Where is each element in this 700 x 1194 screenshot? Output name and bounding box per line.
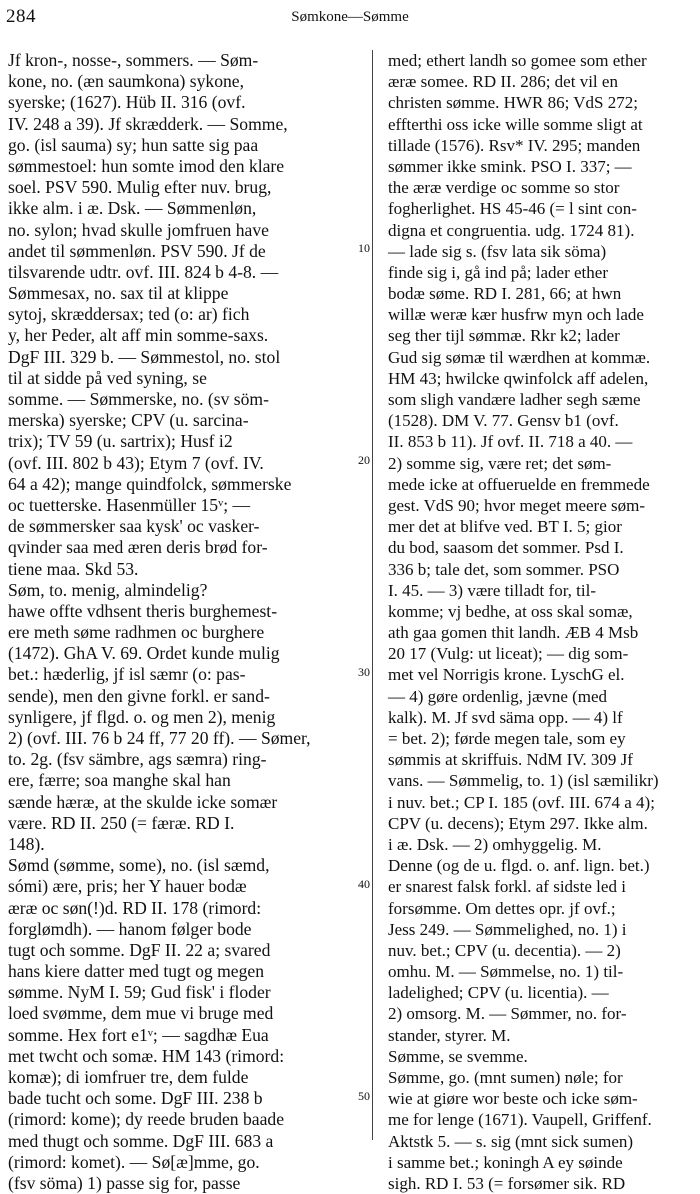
text-line: Jf kron-, nosse-, sommers. — Søm-	[8, 50, 259, 70]
text-line: 336 b; tale det, som sommer. PSO	[388, 559, 620, 579]
text-line: bet.: hæderlig, jf isl sæmr (o: pas-	[8, 664, 246, 685]
text-line: seg ther tijl sømmæ. Rkr k2; lader	[388, 326, 620, 346]
text-line: no. sylon; hvad skulle jomfruen have	[8, 219, 269, 240]
text-line: hawe offte vdhsent theris burghemest-	[8, 600, 278, 621]
text-line: sømme. NyM I. 59; Gud fisk' i floder	[8, 982, 271, 1003]
text-line: forglømdh). — hanom følger bode	[8, 918, 252, 939]
text-line: 2) somme sig, være ret; det søm-	[388, 453, 612, 473]
text-line: HM 43; hwilcke qwinfolck aff adelen,	[388, 368, 649, 388]
text-line: hans kiere datter med tugt og megen	[8, 961, 265, 982]
margin-line-number: 20	[358, 453, 370, 467]
text-line: sytoj, skræddersax; ted (o: ar) fich	[8, 304, 250, 325]
text-line: i samme bet.; koningh A ey søinde	[388, 1152, 623, 1172]
margin-line-number: 50	[358, 1089, 370, 1103]
text-line: tiene maa. Skd 53.	[8, 558, 139, 579]
text-line: soel. PSV 590. Mulig efter nuv. brug,	[8, 177, 272, 198]
text-line: (ovf. III. 802 b 43); Etym 7 (ovf. IV.	[8, 452, 264, 473]
text-line: er snarest falsk forkl. af sidste led i	[388, 877, 626, 897]
page-number: 284	[6, 6, 36, 27]
text-line: sømmer ikke smink. PSO I. 337; —	[388, 156, 632, 176]
text-line: i nuv. bet.; CP I. 185 (ovf. III. 674 a 4);	[388, 792, 655, 812]
text-line: Sømme, go. (mnt sumen) nøle; for	[388, 1068, 623, 1087]
text-line: sende), men den givne forkl. er sand-	[8, 685, 270, 706]
text-line: IV. 248 a 39). Jf skrædderk. — Somme,	[8, 113, 288, 134]
text-line: (fsv söma) 1) passe sig for, passe	[8, 1172, 241, 1193]
text-line: kalk). M. Jf svd säma opp. — 4) lf	[388, 707, 623, 727]
text-line: (1472). GhA V. 69. Ordet kunde mulig	[8, 643, 280, 664]
text-line: 64 a 42); mange quindfolck, sømmerske	[8, 473, 292, 494]
text-line: Denne (og de u. flgd. o. anf. lign. bet.)	[388, 856, 650, 876]
text-line: sigh. RD I. 53 (= forsømer sik. RD	[388, 1173, 626, 1193]
text-line: oc tuetterske. Hasenmüller 15ᵛ; —	[8, 494, 251, 515]
text-line: go. (isl sauma) sy; hun satte sig paa	[8, 134, 259, 155]
margin-line-number: 30	[358, 665, 370, 679]
text-line: met twcht och somæ. HM 143 (rimord:	[8, 1045, 285, 1066]
text-line: bodæ søme. RD I. 281, 66; at hwn	[388, 284, 622, 304]
text-line: tillade (1576). Rsv* IV. 295; manden	[388, 135, 641, 155]
text-line: ladelighed; CPV (u. licentia). —	[388, 983, 609, 1003]
text-line: forsømme. Om dettes opr. jf ovf.;	[388, 898, 616, 918]
text-line: omhu. M. — Sømmelse, no. 1) til-	[388, 962, 624, 982]
text-line: qvinder saa med æren deris brød for-	[8, 537, 268, 558]
text-line: CPV (u. decens); Etym 297. Ikke alm.	[388, 813, 648, 833]
left-column	[8, 50, 350, 1194]
text-line: willæ weræ kær husfrw myn och lade	[388, 305, 644, 325]
text-line: 20 17 (Vulg: ut liceat); — dig som-	[388, 644, 629, 664]
text-line: som sligh vandære ladher segh sæme	[388, 390, 641, 409]
margin-line-number: 10	[358, 241, 370, 255]
text-line: Sømd (sømme, some), no. (isl sæmd,	[8, 855, 270, 876]
text-line: — 4) gøre ordenlig, jævne (med	[388, 686, 608, 706]
text-line: ath gaa gomen thit landh. ÆB 4 Msb	[388, 623, 639, 643]
text-line: Søm, to. menig, almindelig?	[8, 579, 208, 600]
text-line: Sømmesax, no. sax til at klippe	[8, 283, 229, 304]
running-head: Sømkone—Sømme	[291, 8, 409, 25]
text-line: syerske; (1627). Hüb II. 316 (ovf.	[8, 92, 246, 113]
text-line: Gud sig sømæ til wærdhen at kommæ.	[388, 347, 651, 367]
text-line: sænde hæræ, at the skulde icke somær	[8, 791, 278, 812]
text-line: stander, styrer. M.	[388, 1025, 511, 1045]
text-line: med thugt och somme. DgF III. 683 a	[8, 1130, 274, 1151]
text-line: komme; vj bedhe, at oss skal somæ,	[388, 601, 633, 621]
text-line: med; ethert landh so gomee som ether	[388, 51, 647, 70]
text-line: ikke alm. i æ. Dsk. — Sømmenløn,	[8, 198, 257, 219]
text-line: christen sømme. HWR 86; VdS 272;	[388, 93, 638, 113]
text-line: 2) (ovf. III. 76 b 24 ff, 77 20 ff). — Sømer,	[8, 728, 311, 748]
text-line: Sømme, se svemme.	[388, 1046, 528, 1066]
text-line: y, her Peder, alt aff min somme-saxs.	[8, 325, 269, 346]
text-line: de sømmersker saa kysk' oc vasker-	[8, 516, 260, 537]
column-divider	[372, 50, 373, 1140]
text-line: me for lenge (1671). Vaupell, Griffenf.	[388, 1110, 652, 1130]
text-line: mer det at blifve ved. BT I. 5; gior	[388, 517, 622, 537]
text-line: merska) syerske; CPV (u. sarcina-	[8, 410, 249, 431]
text-line: ere meth søme radhmen oc burghere	[8, 622, 265, 643]
text-line: to. 2g. (fsv sämbre, ags sæmra) ring-	[8, 749, 267, 770]
text-line: til at sidde på ved syning, se	[8, 367, 207, 388]
text-line: finde sig i, gå ind på; lader ether	[388, 262, 608, 282]
text-line: være. RD II. 250 (= færæ. RD I.	[8, 812, 235, 833]
text-line: sømmestoel: hun somte imod den klare	[8, 155, 285, 176]
text-line: ere, færre; soa manghe skal han	[8, 770, 231, 791]
page-header	[6, 2, 694, 32]
text-line: kone, no. (æn saumkona) sykone,	[8, 71, 245, 92]
text-line: i æ. Dsk. — 2) omhyggelig. M.	[388, 834, 602, 854]
text-line: — lade sig s. (fsv lata sik söma)	[388, 241, 607, 261]
text-line: (1528). DM V. 77. Gensv b1 (ovf.	[388, 411, 619, 431]
right-column	[388, 50, 700, 1194]
text-line: digna et congruentia. udg. 1724 81).	[388, 220, 635, 240]
text-line: effterthi oss icke wille somme sligt at	[388, 114, 643, 134]
text-line: synligere, jf flgd. o. og men 2), menig	[8, 706, 276, 727]
text-line: (rimord: kome); dy reede bruden baade	[8, 1109, 285, 1130]
text-line: the æræ verdige oc somme so stor	[388, 178, 620, 198]
text-line: komæ); di iomfruer tre, dem fulde	[8, 1067, 249, 1087]
text-line: loed svømme, dem mue vi bruge med	[8, 1003, 274, 1024]
text-line: Jess 249. — Sømmelighed, no. 1) i	[388, 919, 627, 939]
text-line: 2) omsorg. M. — Sømmer, no. for-	[388, 1004, 627, 1024]
text-line: (rimord: komet). — Sø[æ]mme, go.	[8, 1151, 260, 1172]
text-line: = bet. 2); førde megen tale, som ey	[388, 729, 626, 748]
text-line: sømmis at skriffuis. NdM IV. 309 Jf	[388, 750, 633, 770]
text-line: gest. VdS 90; hvor meget meere søm-	[388, 495, 646, 515]
text-line: nuv. bet.; CPV (u. decentia). — 2)	[388, 940, 621, 960]
margin-line-number: 40	[358, 877, 370, 891]
text-line: tilsvarende udtr. ovf. III. 824 b 4-8. —	[8, 261, 279, 282]
text-line: somme. — Sømmerske, no. (sv söm-	[8, 389, 269, 409]
text-line: DgF III. 329 b. — Sømmestol, no. stol	[8, 346, 281, 367]
text-line: I. 45. — 3) være tilladt for, til-	[388, 580, 597, 600]
text-line: du bod, saasom det sommer. Psd I.	[388, 538, 624, 558]
text-line: æræ oc søn(!)d. RD II. 178 (rimord:	[8, 897, 262, 918]
text-line: fogherlighet. HS 45-46 (= l sint con-	[388, 199, 637, 219]
text-line: trix); TV 59 (u. sartrix); Husf i2	[8, 431, 233, 452]
text-line: tugt och somme. DgF II. 22 a; svared	[8, 939, 271, 960]
text-line: sómi) ære, pris; her Y hauer bodæ	[8, 876, 247, 897]
text-line: æræ somee. RD II. 286; det vil en	[388, 72, 618, 92]
text-line: somme. Hex fort e1ᵛ; — sagdhæ Eua	[8, 1024, 269, 1045]
text-line: wie at giøre wor beste och icke søm-	[388, 1089, 638, 1109]
text-line: II. 853 b 11). Jf ovf. II. 718 a 40. —	[388, 432, 633, 452]
text-line: bade tucht och some. DgF III. 238 b	[8, 1088, 263, 1109]
text-line: met vel Norrigis krone. LyschG el.	[388, 665, 625, 685]
text-line: 148).	[8, 833, 45, 854]
text-line: Aktstk 5. — s. sig (mnt sick sumen)	[388, 1131, 634, 1151]
text-line: andet til sømmenløn. PSV 590. Jf de	[8, 240, 266, 261]
text-line: vans. — Sømmelig, to. 1) (isl sæmilikr)	[388, 771, 659, 791]
text-line: mede icke at offueruelde en fremmede	[388, 474, 650, 494]
